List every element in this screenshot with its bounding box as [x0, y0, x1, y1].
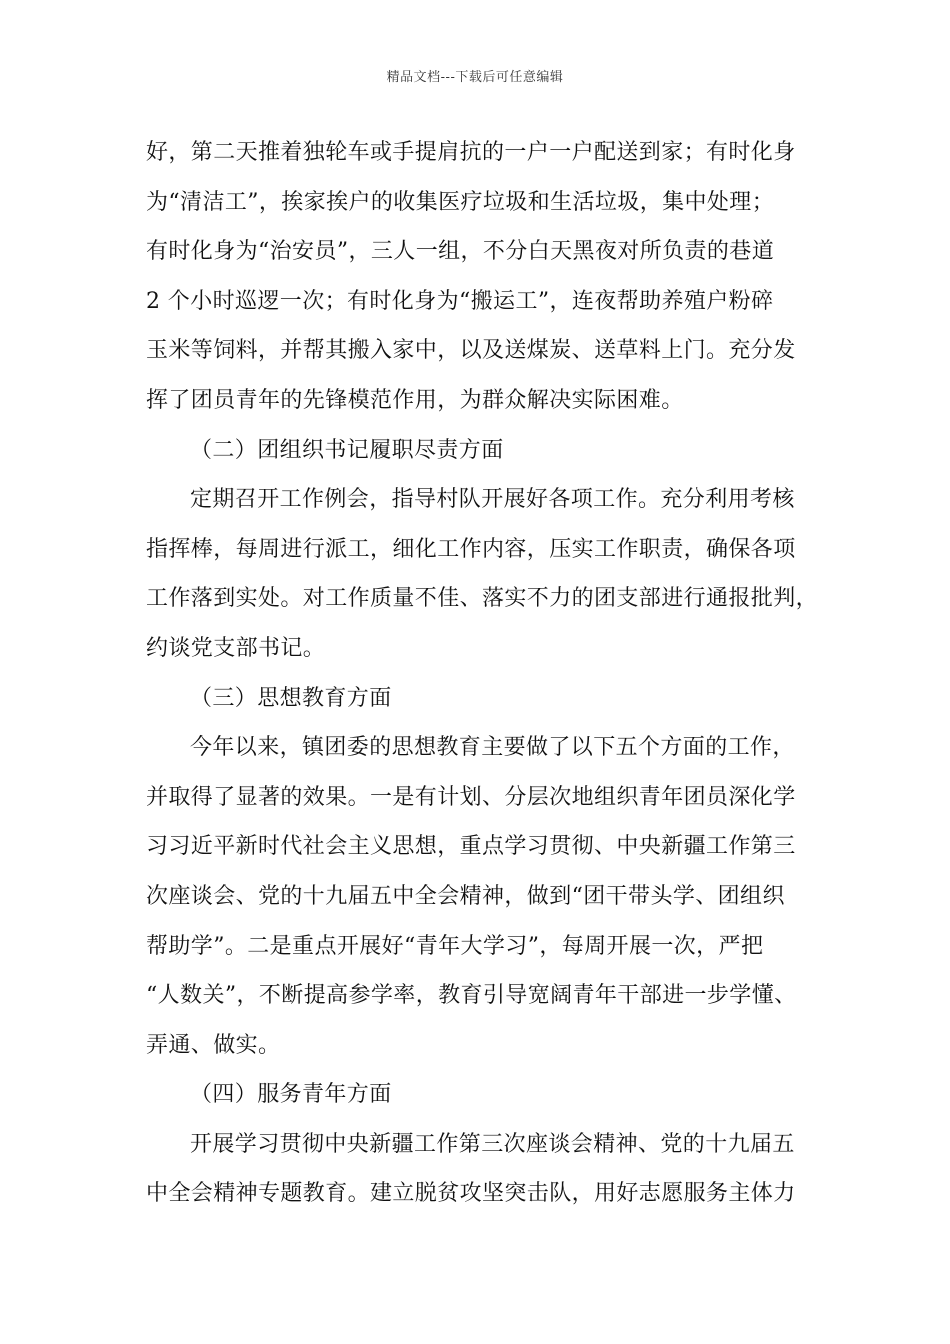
text-line: 为“清洁工”，挨家挨户的收集医疗垃圾和生活垃圾，集中处理； [146, 189, 775, 215]
text-line: “人数关”，不断提高参学率，教育引导宽阔青年干部进一步学懂、 [146, 983, 797, 1009]
text-line: 挥了团员青年的先锋模范作用，为群众解决实际困难。 [146, 387, 684, 413]
text-line: 并取得了显著的效果。一是有计划、分层次地组织青年团员深化学 [146, 784, 796, 810]
document-body [146, 128, 826, 1219]
text-line: （四）服务青年方面 [190, 1082, 392, 1108]
text-line: 开展学习贯彻中央新疆工作第三次座谈会精神、党的十九届五 [190, 1131, 795, 1157]
text-line: （三）思想教育方面 [190, 685, 392, 711]
text-line: 弄通、做实。 [146, 1032, 281, 1058]
page-header: 精品文档---下载后可任意编辑 [386, 70, 564, 85]
text-line: 习习近平新时代社会主义思想，重点学习贯彻、中央新疆工作第三 [146, 834, 796, 860]
text-line: 约谈党支部书记。 [146, 635, 326, 661]
text-line: 次座谈会、党的十九届五中全会精神，做到“团干带头学、团组织 [146, 883, 785, 909]
text-line: 玉米等饲料，并帮其搬入家中，以及送煤炭、送草料上门。充分发 [146, 338, 796, 364]
text-line: 定期召开工作例会，指导村队开展好各项工作。充分利用考核 [190, 487, 795, 513]
text-line: 好，第二天推着独轮车或手提肩抗的一户一户配送到家；有时化身 [146, 140, 796, 165]
text-line: 有时化身为“治安员”，三人一组，不分白天黑夜对所负责的巷道 [146, 239, 775, 265]
text-line: （二）团组织书记履职尽责方面 [190, 437, 504, 463]
text-line: 中全会精神专题教育。建立脱贫攻坚突击队，用好志愿服务主体力 [146, 1181, 796, 1207]
text-line: 2 个小时巡逻一次；有时化身为“搬运工”，连夜帮助养殖户粉碎 [146, 288, 774, 314]
text-line: 帮助学”。二是重点开展好“青年大学习”，每周开展一次，严把 [146, 933, 764, 959]
text-line: 今年以来，镇团委的思想教育主要做了以下五个方面的工作， [190, 735, 795, 761]
text-line: 工作落到实处。对工作质量不佳、落实不力的团支部进行通报批判， [146, 586, 819, 612]
text-line: 指挥棒，每周进行派工，细化工作内容，压实工作职责，确保各项 [146, 536, 796, 562]
